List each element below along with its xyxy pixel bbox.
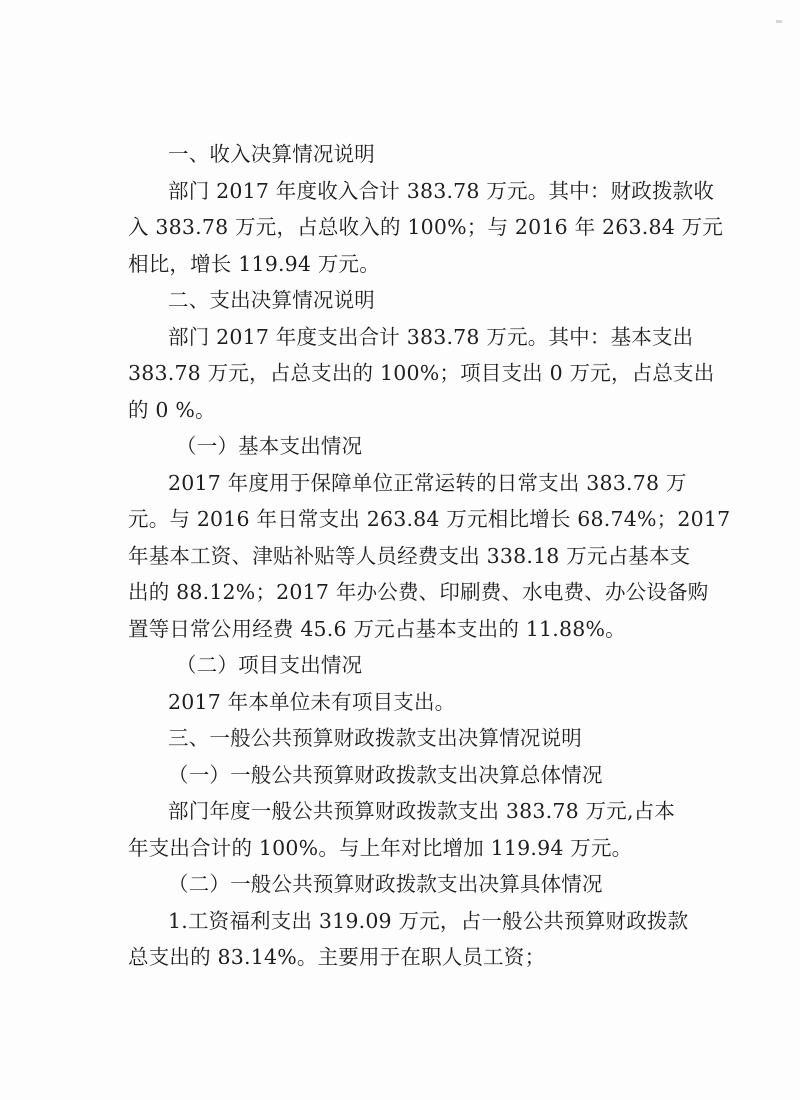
paragraph-line: 383.78 万元，占总支出的 100%；项目支出 0 万元，占总支出 [128,361,715,385]
subheading-public-budget-overall: （一）一般公共预算财政拨款支出决算总体情况 [168,762,603,787]
paragraph-line: 年支出合计的 100%。与上年对比增加 119.94 万元。 [128,835,633,860]
paragraph-line: 入 383.78 万元，占总收入的 100%；与 2016 年 263.84 万元 [128,215,724,239]
paragraph-line: 相比，增长 119.94 万元。 [128,251,380,276]
heading-public-budget: 三、一般公共预算财政拨款支出决算情况说明 [168,726,582,750]
paragraph-line: 部门 2017 年度收入合计 383.78 万元。其中：财政拨款收 [168,178,715,203]
scan-mark [776,20,782,23]
paragraph-line: 2017 年本单位未有项目支出。 [168,689,456,714]
paragraph-line: 元。与 2016 年日常支出 263.84 万元相比增长 68.74%；2017 [128,507,731,531]
paragraph-line: 部门 2017 年度支出合计 383.78 万元。其中：基本支出 [168,324,694,349]
paragraph-line: 置等日常公用经费 45.6 万元占基本支出的 11.88%。 [128,616,626,641]
heading-expenditure: 二、支出决算情况说明 [168,288,375,312]
paragraph-line: 2017 年度用于保障单位正常运转的日常支出 383.78 万 [168,470,687,495]
heading-income: 一、收入决算情况说明 [168,142,375,166]
paragraph-line: 总支出的 83.14%。主要用于在职人员工资； [128,945,546,969]
document-body [128,136,731,976]
paragraph-line: 1.工资福利支出 319.09 万元，占一般公共预算财政拨款 [168,908,689,933]
subheading-project-expenditure: （二）项目支出情况 [176,653,363,677]
subheading-basic-expenditure: （一）基本支出情况 [176,434,363,458]
paragraph-line: 年基本工资、津贴补贴等人员经费支出 338.18 万元占基本支 [128,543,691,568]
subheading-public-budget-detail: （二）一般公共预算财政拨款支出决算具体情况 [168,872,603,896]
paragraph-line: 出的 88.12%；2017 年办公费、印刷费、水电费、办公设备购 [128,580,709,604]
paragraph-line: 部门年度一般公共预算财政拨款支出 383.78 万元,占本 [168,799,676,823]
paragraph-line: 的 0 %。 [128,397,216,422]
